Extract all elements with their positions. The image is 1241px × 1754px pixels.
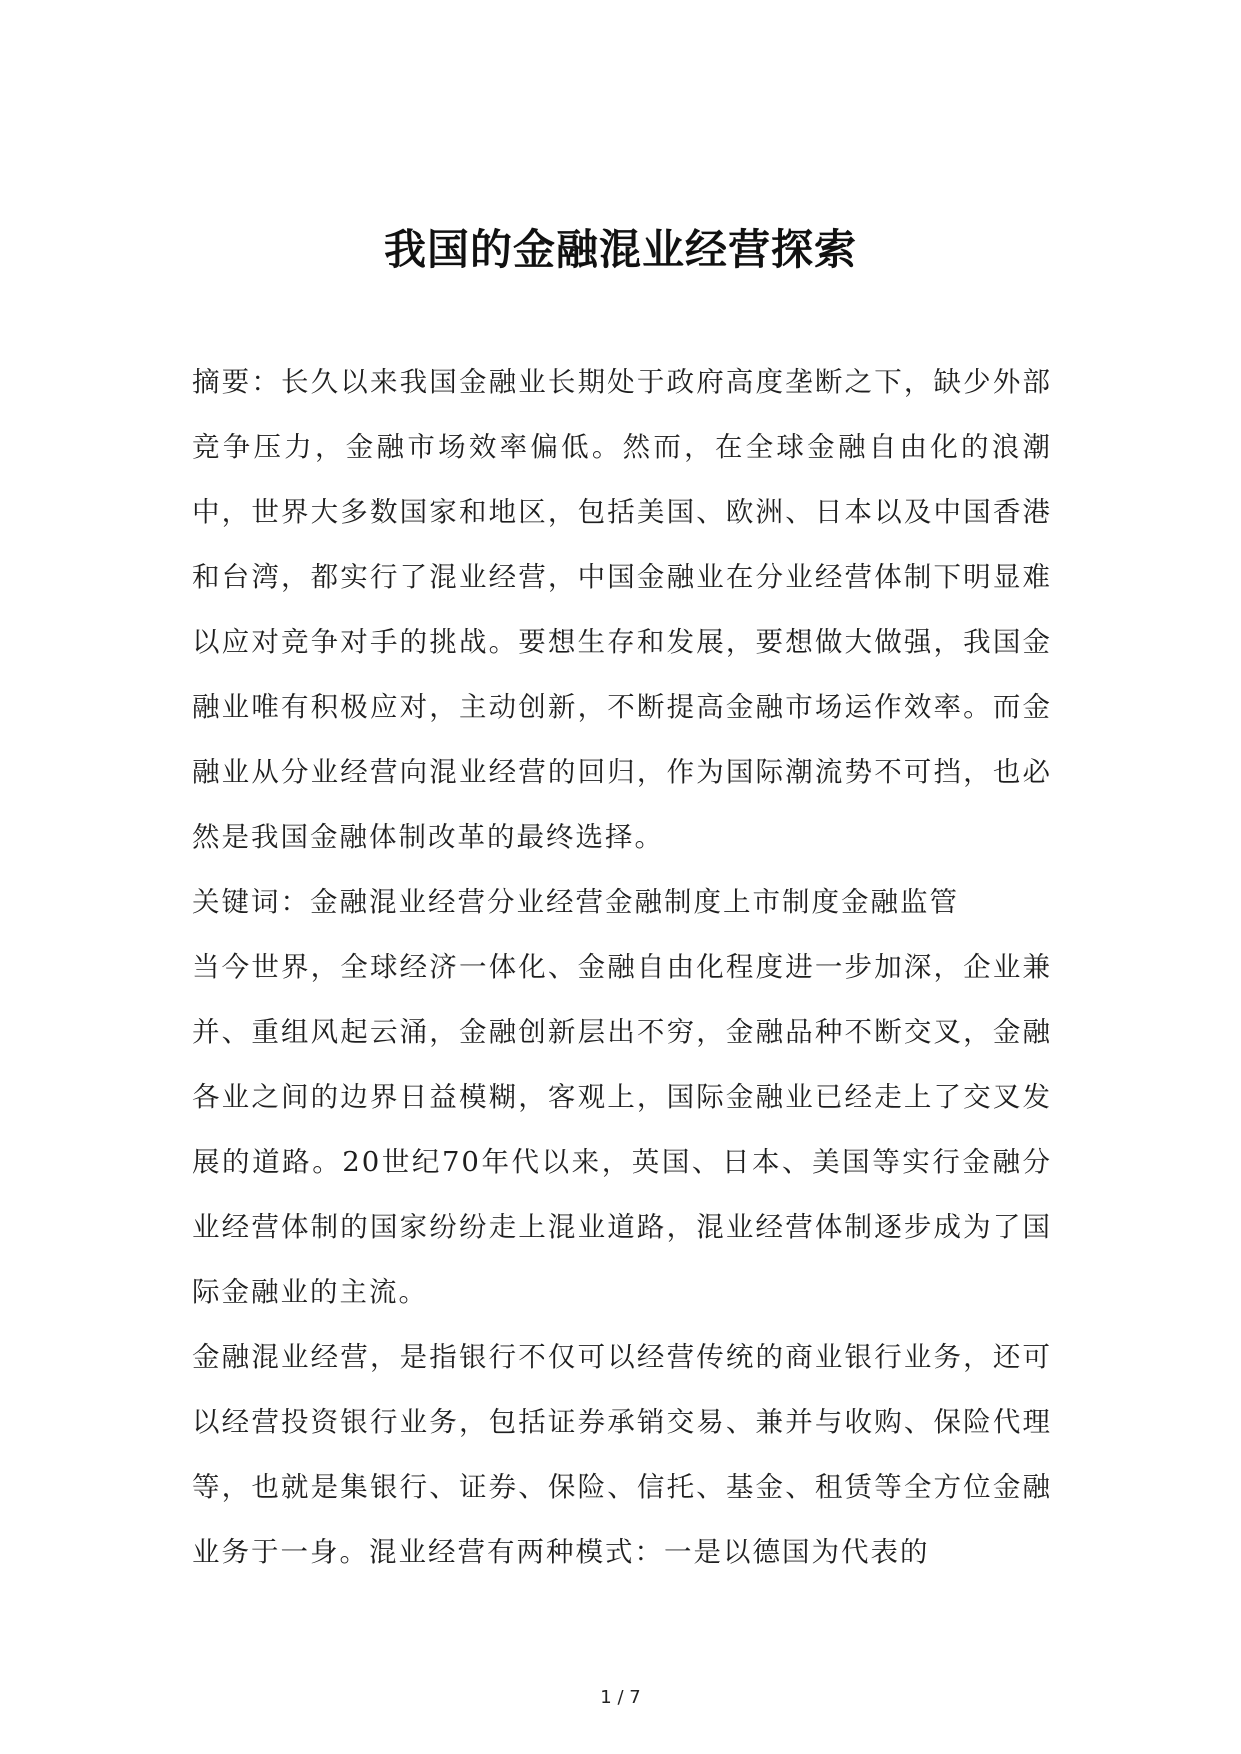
document-title: 我国的金融混业经营探索 xyxy=(383,225,857,274)
page-number: 1 / 7 xyxy=(600,1687,641,1708)
body-paragraph: 金融混业经营，是指银行不仅可以经营传统的商业银行业务，还可以经营投资银行业务，包括证券承销交易、兼并与收购、保险代理等，也就是集银行、证券、保险、信托、基金、租赁等全方位金融业务于一身。混业经营有两种模式：一是以德国为代表的 xyxy=(192,1341,1052,1568)
abstract-paragraph: 摘要：长久以来我国金融业长期处于政府高度垄断之下，缺少外部竞争压力，金融市场效率偏低。然而，在全球金融自由化的浪潮中，世界大多数国家和地区，包括美国、欧洲、日本以及中国香港和台湾，都实行了混业经营，中国金融业在分业经营体制下明显难以应对竞争对手的挑战。要想生存和发展，要想做大做强，我国金融业唯有积极应对，主动创新，不断提高金融市场运作效率。而金融业从分业经营向混业经营的回归，作为国际潮流势不可挡，也必然是我国金融体制改革的最终选择。 xyxy=(192,366,1052,853)
document-body xyxy=(192,350,1052,1585)
keywords-paragraph: 关键词：金融混业经营分业经营金融制度上市制度金融监管 xyxy=(192,886,959,918)
body-paragraph: 当今世界，全球经济一体化、金融自由化程度进一步加深，企业兼并、重组风起云涌，金融创新层出不穷，金融品种不断交叉，金融各业之间的边界日益模糊，客观上，国际金融业已经走上了交叉发展的道路。20世纪70年代以来，英国、日本、美国等实行金融分业经营体制的国家纷纷走上混业道路，混业经营体制逐步成为了国际金融业的主流。 xyxy=(192,951,1052,1308)
